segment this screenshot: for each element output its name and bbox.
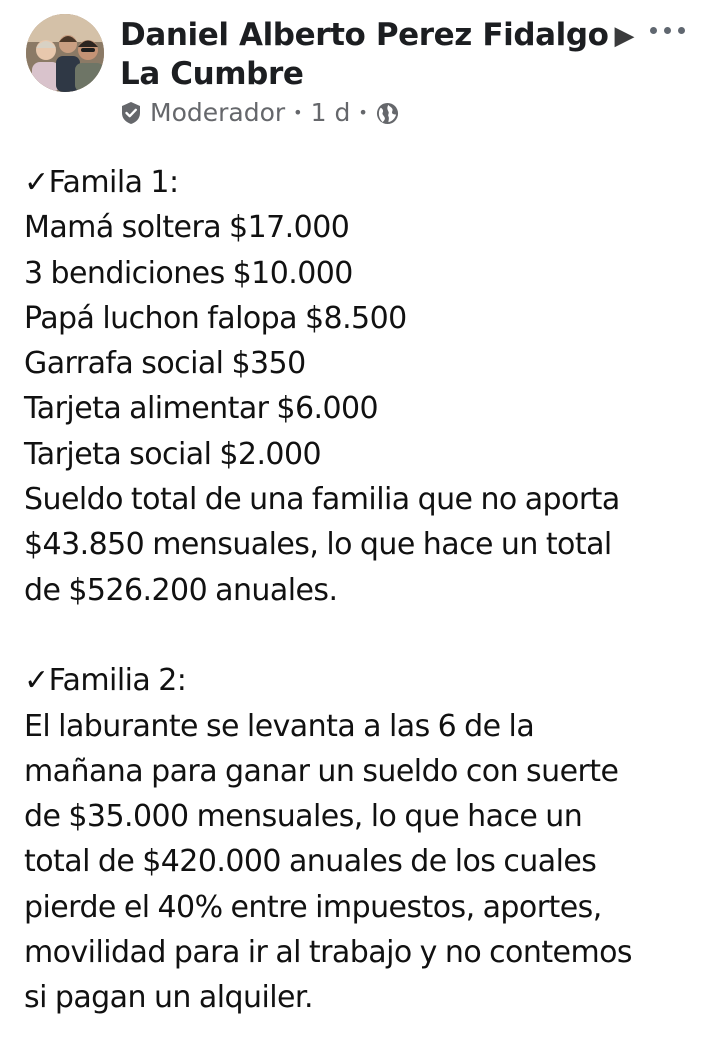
shield-check-icon xyxy=(120,101,142,125)
more-options-button[interactable] xyxy=(640,18,694,42)
author-line xyxy=(120,16,650,55)
more-dot xyxy=(664,27,671,34)
paragraph-break xyxy=(24,613,704,658)
post-line: ✓Familia 2: xyxy=(24,663,187,699)
globe-icon[interactable] xyxy=(376,102,399,125)
more-dot xyxy=(678,27,685,34)
post-line: si pagan un alquiler. xyxy=(24,980,313,1016)
post-line: Papá luchon falopa $8.500 xyxy=(24,300,407,336)
more-dot xyxy=(650,27,657,34)
post-meta xyxy=(120,97,650,129)
post-line: de $526.200 anuales. xyxy=(24,572,338,608)
post-line: 3 bendiciones $10.000 xyxy=(24,255,353,291)
post-line: Mamá soltera $17.000 xyxy=(24,210,350,246)
post-line: $43.850 mensuales, lo que hace un total xyxy=(24,527,612,563)
post-line: Garrafa social $350 xyxy=(24,346,306,382)
role-badge-text: Moderador xyxy=(150,98,286,127)
post-line: Sueldo total de una familia que no aporta xyxy=(24,482,620,518)
post-line: El laburante se levanta a las 6 de la xyxy=(24,708,535,744)
post-line: Tarjeta alimentar $6.000 xyxy=(24,391,379,427)
meta-separator: • xyxy=(293,103,303,122)
avatar-photo xyxy=(26,14,104,92)
author-avatar[interactable] xyxy=(26,14,104,92)
post-line: ✓Famila 1: xyxy=(24,165,179,200)
post-author-block xyxy=(120,16,650,129)
post-line: Tarjeta social $2.000 xyxy=(24,436,322,472)
post-line: pierde el 40% entre impuestos, aportes, xyxy=(24,889,602,925)
post-body-text xyxy=(24,160,704,1021)
post-line: de $35.000 mensuales, lo que hace un xyxy=(24,799,583,835)
group-name-link[interactable]: La Cumbre xyxy=(120,56,304,92)
post-line: movilidad para ir al trabajo y no contemos xyxy=(24,935,633,971)
post-time-link[interactable]: 1 d xyxy=(310,98,351,127)
post-header xyxy=(0,0,720,150)
author-name-link[interactable]: Daniel Alberto Perez Fidalgo xyxy=(120,17,609,53)
right-triangle-icon: ▶ xyxy=(614,21,635,51)
post-line: total de $420.000 anuales de los cuales xyxy=(24,844,597,880)
meta-separator: • xyxy=(358,103,368,122)
post-line: mañana para ganar un sueldo con suerte xyxy=(24,753,619,789)
